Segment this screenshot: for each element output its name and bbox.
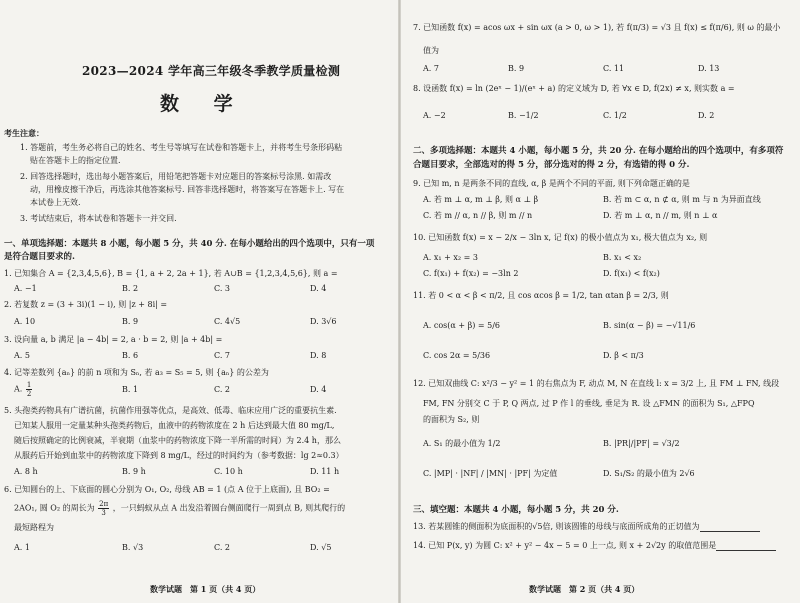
question-6-line: 最短路程为: [14, 523, 54, 532]
question-7-stem: [413, 22, 781, 33]
q5-option-d[interactable]: D. 11 h: [310, 467, 340, 476]
q7-option-d[interactable]: D. 13: [698, 64, 720, 73]
answer-blank[interactable]: [716, 542, 776, 551]
q6-text-part: 2AO₁, 圆 O₂ 的周长为: [14, 503, 95, 513]
q4-option-a-fraction: [26, 381, 32, 398]
q4-option-d[interactable]: D. 4: [310, 385, 327, 394]
section-2-heading-cont: 合题目要求，全部选对的得 5 分，部分选对的得 2 分，有选错的得 0 分.: [413, 160, 690, 170]
q3-option-a[interactable]: A. 5: [14, 351, 30, 360]
question-10-stem: 10. 已知函数 f(x) = x − 2/x − 3ln x, 记 f(x) 的极小值点为 x₁, 极大值点为 x₂, 则: [413, 233, 708, 242]
q7-option-b[interactable]: B. 9: [508, 64, 525, 73]
question-8-stem: 8. 设函数 f(x) = ln (2eˣ − 1)/(eˣ + a) 的定义域为 D, 若 ∀x ∈ D, f(2x) ≠ x, 则实数 a =: [413, 84, 735, 93]
q7-option-a[interactable]: A. 7: [423, 64, 439, 73]
answer-blank[interactable]: [700, 523, 760, 532]
question-6-line: [14, 500, 345, 517]
question-5-line: 已知某人服用一定量某种头孢类药物后，血液中的药物浓度在 2 h 后达到最大值 80 mg/L,: [14, 421, 335, 430]
q10-option-a[interactable]: A. x₁ + x₂ = 3: [423, 253, 478, 262]
q6-text-part: ，一只蚂蚁从点 A 出发沿着圆台侧面爬行一周到点 B, 则其爬行的: [112, 503, 346, 513]
q3-option-b[interactable]: B. 6: [122, 351, 139, 360]
q2-option-c[interactable]: C. 4√5: [214, 317, 241, 326]
q6-option-b[interactable]: B. √3: [122, 543, 144, 552]
section-1-heading: 一、单项选择题：本题共 8 小题，每小题 5 分，共 40 分. 在每小题给出的四个选项中，只有一项: [4, 239, 375, 249]
fraction-numerator: 1: [26, 381, 32, 389]
q9-option-a[interactable]: A. 若 m ⊥ α, m ⊥ β, 则 α ⊥ β: [423, 195, 539, 204]
q12-option-d[interactable]: D. S₁/S₂ 的最小值为 2√6: [603, 469, 695, 478]
q7-text-part: 7. 已知函数 f(x) = acos ωx + sin ωx (a > 0, ω > 1), 若 f(: [413, 23, 633, 32]
q11-option-a[interactable]: A. cos(α + β) = 5/6: [423, 321, 500, 330]
question-12-line: FM, FN 分别交 C 于 P, Q 两点, 过 P 作 l 的垂线, 垂足为 R. 设 △FMN 的面积为 S₁, △FPQ: [423, 399, 755, 408]
section-3-heading: 三、填空题：本题共 4 小题，每小题 5 分，共 20 分.: [413, 505, 619, 515]
question-7-line: 值为: [423, 46, 439, 55]
q11-option-d[interactable]: D. β < π/3: [603, 351, 644, 360]
q3-option-c[interactable]: C. 7: [214, 351, 231, 360]
q6-fraction: [98, 500, 109, 517]
q10-option-d[interactable]: D. f(x₁) < f(x₂): [603, 269, 660, 278]
q8-option-b[interactable]: B. −1/2: [508, 111, 539, 120]
notice-line: 本试卷上无效.: [30, 198, 81, 207]
q9-option-c[interactable]: C. 若 m // α, n // β, 则 m // n: [423, 211, 533, 220]
q1-option-c[interactable]: C. 3: [214, 284, 231, 293]
q4-option-c[interactable]: C. 2: [214, 385, 231, 394]
q12-option-c[interactable]: C. |MP| · |NF| / |MN| · |PF| 为定值: [423, 469, 558, 478]
q1-option-b[interactable]: B. 2: [122, 284, 139, 293]
q7-option-c[interactable]: C. 11: [603, 64, 625, 73]
question-1-stem: 1. 已知集合 A = {2,3,4,5,6}, B = {1, a + 2, 2a + 1}, 若 A∪B = {1,2,3,4,5,6}, 则 a =: [4, 269, 338, 278]
question-13: [413, 521, 760, 532]
question-4-stem: 4. 记等差数列 {aₙ} 的前 n 项和为 Sₙ, 若 a₃ = S₅ = 5, 则 {aₙ} 的公差为: [4, 368, 269, 377]
notice-line: 3. 考试结束后，将本试卷和答题卡一并交回.: [20, 214, 177, 223]
subject-title: 数 学: [160, 93, 247, 115]
q1-option-a[interactable]: A. −1: [14, 284, 37, 293]
notice-line: 动，用橡皮擦干净后，再选涂其他答案标号. 回答非选择题时，将答案写在答题卡上. 写在: [30, 185, 345, 194]
q9-option-d[interactable]: D. 若 m ⊥ α, n // m, 则 n ⊥ α: [603, 211, 718, 220]
fraction-denominator: 2: [26, 390, 32, 398]
notice-line: 1. 答题前，考生务必将自己的姓名、考生号等填写在试卷和答题卡上，并将考生号条形码粘: [20, 143, 343, 152]
q8-option-c[interactable]: C. 1/2: [603, 111, 627, 120]
fraction-numerator: 2π: [99, 500, 109, 508]
question-3-stem: 3. 设向量 a, b 满足 |a − 4b| = 2, a · b = 2, 则 |a + 4b| =: [4, 335, 223, 344]
fraction-denominator: 3: [101, 509, 106, 517]
question-12-line: 的面积为 S₂, 则: [423, 415, 480, 424]
question-5-line: 从服药后开始到血浆中的药物浓度下降到 8 mg/L，经过的时间约为（参考数据：lg 2≈0.3）: [14, 451, 344, 460]
section-2-heading: 二、多项选择题：本题共 4 小题，每小题 5 分，共 20 分. 在每小题给出的四个选项中，有多项符: [413, 146, 784, 156]
q2-option-d[interactable]: D. 3√6: [310, 317, 337, 326]
q9-option-b[interactable]: B. 若 m ⊂ α, n ⊄ α, 则 m 与 n 为异面直线: [603, 195, 761, 204]
q6-option-a[interactable]: A. 1: [14, 543, 30, 552]
q11-option-c[interactable]: C. cos 2α = 5/36: [423, 351, 491, 360]
question-5-line: 5. 头孢类药物具有广谱抗菌，抗菌作用强等优点，是高效、低毒、临床应用广泛的重要抗生素.: [4, 406, 337, 415]
exam-title: 2023—2024 学年高三年级冬季教学质量检测: [82, 64, 341, 78]
q8-option-d[interactable]: D. 2: [698, 111, 715, 120]
q7-pi-sixth: π/6: [715, 23, 729, 32]
q11-option-b[interactable]: B. sin(α − β) = −√11/6: [603, 321, 696, 330]
q6-option-d[interactable]: D. √5: [310, 543, 332, 552]
q10-option-b[interactable]: B. x₁ < x₂: [603, 253, 642, 262]
q7-text-part: ), 则 ω 的最小: [728, 23, 781, 32]
q4-option-b[interactable]: B. 1: [122, 385, 139, 394]
question-11-stem: 11. 若 0 < α < β < π/2, 且 cos αcos β = 1/2, tan αtan β = 2/3, 则: [413, 291, 669, 300]
question-13-text: 13. 若某圆锥的侧面积为底面积的√5倍, 则该圆锥的母线与底面所成角的正切值为: [413, 522, 700, 531]
q5-option-a[interactable]: A. 8 h: [14, 467, 38, 476]
q3-option-d[interactable]: D. 8: [310, 351, 327, 360]
question-9-stem: 9. 已知 m, n 是两条不同的直线, α, β 是两个不同的平面, 则下列命题正确的是: [413, 179, 690, 188]
q4-option-a-label: A.: [14, 384, 23, 394]
q4-option-a[interactable]: [14, 381, 33, 398]
q7-pi-third: π/3: [632, 23, 646, 32]
question-14: [413, 540, 776, 551]
question-6-line: 6. 已知圆台的上、下底面的圆心分别为 O₁, O₂, 母线 AB = 1 (点 A 位于上底面), 且 BO₂ =: [4, 485, 330, 494]
q5-option-c[interactable]: C. 10 h: [214, 467, 243, 476]
notice-line: 贴在答题卡上的指定位置.: [30, 156, 121, 165]
page-footer: 数学试题 第 2 页（共 4 页）: [529, 584, 640, 594]
question-5-line: 随后按照确定的比例衰减，半衰期（血浆中的药物浓度下降一半所需的时间）为 2.4 h，那么: [14, 436, 341, 445]
question-2-stem: 2. 若复数 z = (3 + 3i)(1 − i), 则 |z + 8i| =: [4, 300, 168, 309]
q2-option-b[interactable]: B. 9: [122, 317, 139, 326]
notice-line: 2. 回答选择题时，选出每小题答案后，用铅笔把答题卡对应题目的答案标号涂黑. 如需改: [20, 172, 332, 181]
q6-option-c[interactable]: C. 2: [214, 543, 231, 552]
page-2: [401, 0, 800, 603]
q5-option-b[interactable]: B. 9 h: [122, 467, 146, 476]
question-12-line: 12. 已知双曲线 C: x²/3 − y² = 1 的右焦点为 F, 动点 M, N 在直线 l: x = 3/2 上, 且 FM ⊥ FN, 线段: [413, 379, 780, 388]
q12-option-a[interactable]: A. S₁ 的最小值为 1/2: [423, 439, 501, 448]
q8-option-a[interactable]: A. −2: [423, 111, 446, 120]
q12-option-b[interactable]: B. |PR|/|PF| = √3/2: [603, 439, 680, 448]
q2-option-a[interactable]: A. 10: [14, 317, 36, 326]
page-1: [0, 0, 398, 603]
notice-title: 考生注意：: [4, 128, 44, 138]
section-1-heading-cont: 是符合题目要求的.: [4, 252, 75, 262]
q7-text-part: ) = √3 且 f(x) ≤ f(: [645, 23, 716, 32]
question-14-text: 14. 已知 P(x, y) 为圆 C: x² + y² − 4x − 5 = 0 上一点, 则 x + 2√2y 的取值范围是: [413, 541, 717, 550]
q10-option-c[interactable]: C. f(x₁) + f(x₂) = −3ln 2: [423, 269, 519, 278]
q1-option-d[interactable]: D. 4: [310, 284, 327, 293]
page-footer: 数学试题 第 1 页（共 4 页）: [150, 584, 261, 594]
